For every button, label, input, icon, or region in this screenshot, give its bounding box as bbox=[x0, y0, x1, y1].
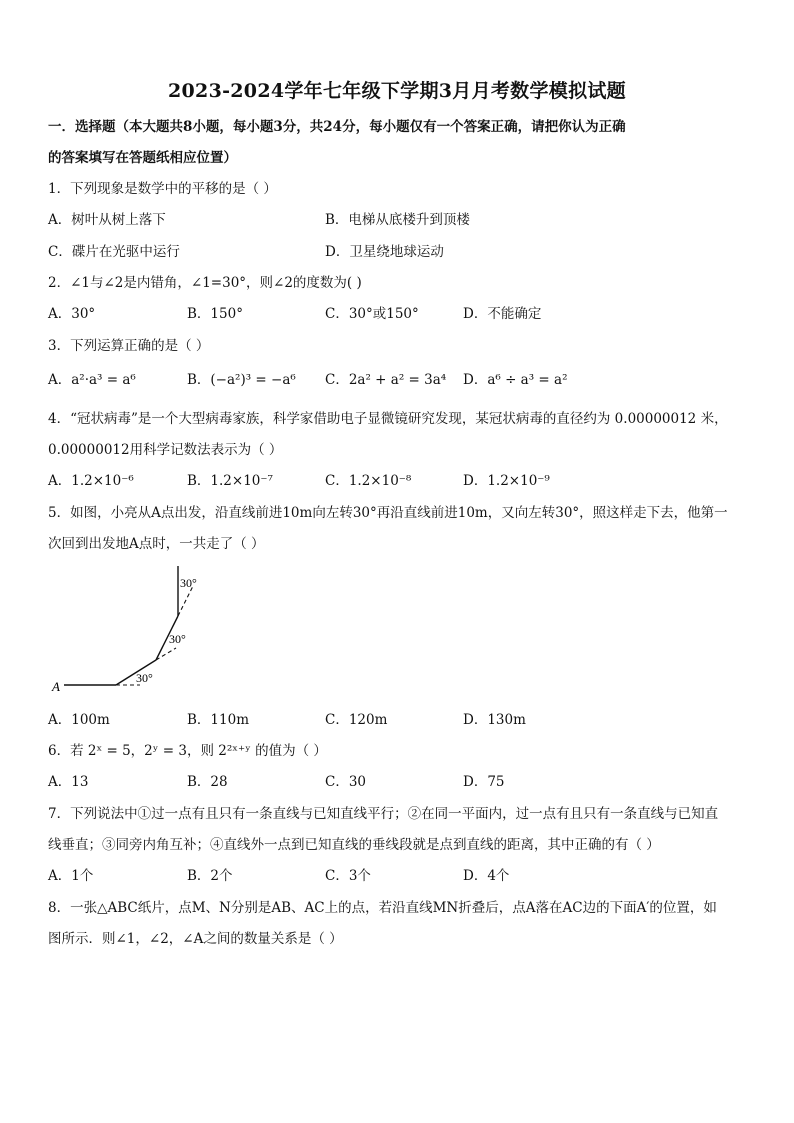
q6-option-a: A．13 bbox=[48, 774, 89, 790]
q7-option-a: A．1个 bbox=[48, 868, 94, 884]
q4-stem-line1: 4．“冠状病毒”是一个大型病毒家族，科学家借助电子显微镜研究发现，某冠状病毒的直径约为 0.00000012 米， bbox=[48, 411, 728, 427]
q1-option-b: B．电梯从底楼升到顶楼 bbox=[325, 212, 470, 228]
q5-option-b: B．110m bbox=[187, 712, 249, 728]
angle-label-2: 30° bbox=[169, 632, 186, 646]
q2-stem: 2．∠1与∠2是内错角，∠1=30°，则∠2的度数为( ) bbox=[48, 275, 362, 291]
q5-option-d: D．130m bbox=[463, 712, 526, 728]
q4-option-c: C．1.2×10⁻⁸ bbox=[325, 473, 412, 489]
q3-option-d: D．a⁶ ÷ a³ = a² bbox=[463, 372, 568, 388]
q4-option-b: B．1.2×10⁻⁷ bbox=[187, 473, 273, 489]
q3-stem: 3．下列运算正确的是（ ） bbox=[48, 338, 210, 354]
q2-option-c: C．30°或150° bbox=[325, 306, 419, 322]
q2-option-d: D．不能确定 bbox=[463, 306, 542, 322]
q2-option-a: A．30° bbox=[48, 306, 96, 322]
q5-path-figure bbox=[48, 560, 248, 700]
q2-option-b: B．150° bbox=[187, 306, 243, 322]
q6-option-c: C．30 bbox=[325, 774, 367, 790]
q8-stem-line1: 8．一张△ABC纸片，点M、N分别是AB、AC上的点，若沿直线MN折叠后，点A落在AC边的下面A′的位置，如 bbox=[48, 900, 717, 916]
angle-label-3: 30° bbox=[180, 576, 197, 590]
extension-dash-3 bbox=[178, 586, 193, 616]
q1-option-a: A．树叶从树上落下 bbox=[48, 212, 166, 228]
q3-option-c: C．2a² + a² = 3a⁴ bbox=[325, 372, 447, 388]
q7-option-d: D．4个 bbox=[463, 868, 510, 884]
angle-label-1: 30° bbox=[136, 671, 153, 685]
q4-stem-line2: 0.00000012用科学记数法表示为（ ） bbox=[48, 442, 283, 458]
q7-option-c: C．3个 bbox=[325, 868, 371, 884]
section-heading-line2: 的答案填写在答题纸相应位置） bbox=[48, 150, 237, 166]
q7-stem-line2: 线垂直；③同旁内角互补；④直线外一点到已知直线的垂线段就是点到直线的距离，其中正确的有（ ） bbox=[48, 837, 660, 853]
page-title: 2023-2024学年七年级下学期3月月考数学模拟试题 bbox=[168, 80, 626, 102]
q7-option-b: B．2个 bbox=[187, 868, 233, 884]
q3-option-b: B．(−a²)³ = −a⁶ bbox=[187, 372, 296, 388]
q4-option-d: D．1.2×10⁻⁹ bbox=[463, 473, 550, 489]
q5-option-a: A．100m bbox=[48, 712, 110, 728]
q6-option-d: D．75 bbox=[463, 774, 505, 790]
q4-option-a: A．1.2×10⁻⁶ bbox=[48, 473, 134, 489]
point-a-label: A bbox=[52, 679, 60, 694]
q5-option-c: C．120m bbox=[325, 712, 388, 728]
q1-stem: 1．下列现象是数学中的平移的是（ ） bbox=[48, 181, 277, 197]
section-heading-line1: 一．选择题（本大题共8小题，每小题3分，共24分，每小题仅有一个答案正确，请把你认为正确 bbox=[48, 119, 626, 135]
q7-stem-line1: 7．下列说法中①过一点有且只有一条直线与已知直线平行；②在同一平面内，过一点有且只有一条直线与已知直 bbox=[48, 806, 719, 822]
q1-option-c: C．碟片在光驱中运行 bbox=[48, 244, 180, 260]
q6-option-b: B．28 bbox=[187, 774, 228, 790]
q5-stem-line2: 次回到出发地A点时，一共走了（ ） bbox=[48, 536, 265, 552]
q1-option-d: D．卫星绕地球运动 bbox=[325, 244, 444, 260]
q6-stem: 6．若 2ˣ = 5，2ʸ = 3，则 2²ˣ⁺ʸ 的值为（ ） bbox=[48, 743, 327, 759]
q3-option-a: A．a²·a³ = a⁶ bbox=[48, 372, 136, 388]
q5-stem-line1: 5．如图，小亮从A点出发，沿直线前进10m向左转30°再沿直线前进10m，又向左转30°，照这样走下去，他第一 bbox=[48, 505, 728, 521]
q8-stem-line2: 图所示．则∠1，∠2，∠A之间的数量关系是（ ） bbox=[48, 931, 343, 947]
